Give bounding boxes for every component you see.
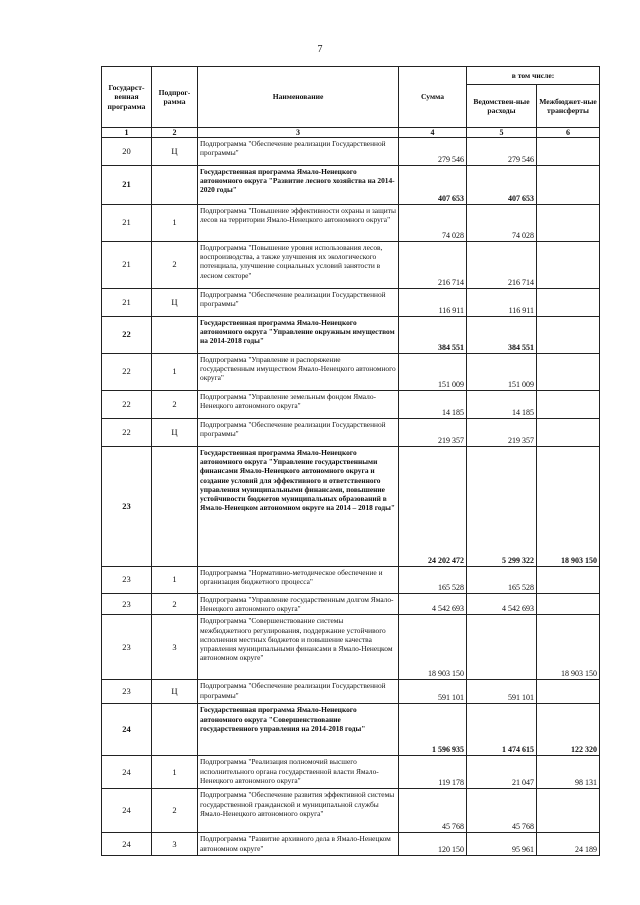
program-number-cell: 20 [102, 138, 152, 166]
name-cell: Государственная программа Ямало-Ненецкого автономного округа "Управление окружным имуществом на 2014-2018 годы" [198, 317, 399, 354]
transfers-cell: 24 189 [537, 833, 600, 856]
index-cell: 3 [198, 128, 399, 138]
name-cell: Подпрограмма "Обеспечение реализации Государственной программы" [198, 419, 399, 447]
table-row [102, 205, 600, 242]
header-including: в том числе: [467, 67, 600, 85]
subprogram-number-cell: 2 [152, 594, 198, 615]
subprogram-number-cell: Ц [152, 138, 198, 166]
sum-cell: 74 028 [399, 205, 467, 242]
program-number-cell: 24 [102, 704, 152, 756]
index-cell: 1 [102, 128, 152, 138]
subprogram-number-cell: 1 [152, 567, 198, 594]
table-row [102, 419, 600, 447]
sum-cell: 591 101 [399, 680, 467, 704]
table-row [102, 138, 600, 166]
program-number-cell: 23 [102, 615, 152, 680]
name-cell: Подпрограмма "Обеспечение реализации Государственной программы" [198, 680, 399, 704]
transfers-cell [537, 354, 600, 391]
name-cell: Подпрограмма "Обеспечение реализации Государственной программы" [198, 138, 399, 166]
sum-cell: 120 150 [399, 833, 467, 856]
table-row [102, 833, 600, 856]
transfers-cell: 18 903 150 [537, 615, 600, 680]
subprogram-number-cell: 1 [152, 205, 198, 242]
sum-cell: 4 542 693 [399, 594, 467, 615]
sum-cell: 384 551 [399, 317, 467, 354]
departmental-cell: 4 542 693 [467, 594, 537, 615]
sum-cell: 45 768 [399, 789, 467, 833]
table-row [102, 354, 600, 391]
transfers-cell [537, 567, 600, 594]
subprogram-number-cell: 2 [152, 789, 198, 833]
program-number-cell: 24 [102, 789, 152, 833]
table-row [102, 594, 600, 615]
departmental-cell: 1 474 615 [467, 704, 537, 756]
subprogram-number-cell [152, 447, 198, 567]
program-number-cell: 23 [102, 447, 152, 567]
name-cell: Подпрограмма "Обеспечение развития эффективной системы государственной гражданской и муниципальной службы Ямало-Ненецкого автономного округа" [198, 789, 399, 833]
index-cell: 5 [467, 128, 537, 138]
sum-cell: 116 911 [399, 289, 467, 317]
table-row [102, 317, 600, 354]
name-cell: Подпрограмма "Управление государственным долгом Ямало-Ненецкого автономного округа" [198, 594, 399, 615]
sum-cell: 18 903 150 [399, 615, 467, 680]
departmental-cell: 219 357 [467, 419, 537, 447]
transfers-cell [537, 242, 600, 289]
subprogram-number-cell: 2 [152, 391, 198, 419]
subprogram-number-cell [152, 317, 198, 354]
program-number-cell: 21 [102, 289, 152, 317]
program-number-cell: 24 [102, 833, 152, 856]
table-row [102, 242, 600, 289]
program-number-cell: 24 [102, 756, 152, 789]
name-cell: Подпрограмма "Развитие архивного дела в Ямало-Ненецком автономном округе" [198, 833, 399, 856]
name-cell: Подпрограмма "Управление земельным фондом Ямало-Ненецкого автономного округа" [198, 391, 399, 419]
program-number-cell: 21 [102, 166, 152, 205]
departmental-cell: 14 185 [467, 391, 537, 419]
program-number-cell: 23 [102, 594, 152, 615]
transfers-cell [537, 680, 600, 704]
column-index-row [102, 128, 600, 138]
program-number-cell: 21 [102, 205, 152, 242]
program-number-cell: 23 [102, 567, 152, 594]
subprogram-number-cell: 3 [152, 833, 198, 856]
subprogram-number-cell: 1 [152, 354, 198, 391]
table-row [102, 166, 600, 205]
table-row [102, 789, 600, 833]
subprogram-number-cell: Ц [152, 680, 198, 704]
transfers-cell [537, 289, 600, 317]
sum-cell: 219 357 [399, 419, 467, 447]
sum-cell: 151 009 [399, 354, 467, 391]
header-transfers: Межбюджет-ные трансферты [537, 85, 600, 128]
table-row [102, 447, 600, 567]
subprogram-number-cell: 3 [152, 615, 198, 680]
index-cell: 2 [152, 128, 198, 138]
subprogram-number-cell [152, 704, 198, 756]
table-row [102, 567, 600, 594]
departmental-cell [467, 615, 537, 680]
budget-table [101, 66, 600, 856]
sum-cell: 119 178 [399, 756, 467, 789]
name-cell: Подпрограмма "Повышение уровня использования лесов, воспроизводства, а также улучшения их экологического потенциала, улучшение социальных условий занятости в лесном секторе" [198, 242, 399, 289]
program-number-cell: 22 [102, 317, 152, 354]
header-subprogram: Подпрог-рамма [152, 67, 198, 128]
sum-cell: 1 596 935 [399, 704, 467, 756]
sum-cell: 407 653 [399, 166, 467, 205]
index-cell: 6 [537, 128, 600, 138]
departmental-cell: 384 551 [467, 317, 537, 354]
table-row [102, 615, 600, 680]
departmental-cell: 216 714 [467, 242, 537, 289]
transfers-cell [537, 391, 600, 419]
transfers-cell [537, 205, 600, 242]
program-number-cell: 22 [102, 391, 152, 419]
transfers-cell [537, 419, 600, 447]
page-number: 7 [317, 44, 323, 55]
subprogram-number-cell: Ц [152, 289, 198, 317]
transfers-cell [537, 138, 600, 166]
departmental-cell: 165 528 [467, 567, 537, 594]
table-row [102, 391, 600, 419]
subprogram-number-cell: Ц [152, 419, 198, 447]
header-sum: Сумма [399, 67, 467, 128]
departmental-cell: 407 653 [467, 166, 537, 205]
name-cell: Подпрограмма "Нормативно-методическое обеспечение и организация бюджетного процесса" [198, 567, 399, 594]
program-number-cell: 21 [102, 242, 152, 289]
name-cell: Государственная программа Ямало-Ненецкого автономного округа "Совершенствование государственного управления на 2014-2018 годы" [198, 704, 399, 756]
subprogram-number-cell: 1 [152, 756, 198, 789]
departmental-cell: 74 028 [467, 205, 537, 242]
program-number-cell: 22 [102, 419, 152, 447]
transfers-cell [537, 789, 600, 833]
transfers-cell: 98 131 [537, 756, 600, 789]
table-row [102, 756, 600, 789]
table-row [102, 289, 600, 317]
header-name: Наименование [198, 67, 399, 128]
name-cell: Государственная программа Ямало-Ненецкого автономного округа "Развитие лесного хозяйства на 2014-2020 годы" [198, 166, 399, 205]
sum-cell: 14 185 [399, 391, 467, 419]
table-row [102, 704, 600, 756]
header-departmental: Ведомствен-ные расходы [467, 85, 537, 128]
departmental-cell: 279 546 [467, 138, 537, 166]
sum-cell: 165 528 [399, 567, 467, 594]
name-cell: Государственная программа Ямало-Ненецкого автономного округа "Управление государственными финансами Ямало-Ненецкого автономного округа и создание условий для эффективного и ответственного управления муниципальными финансами, повышение устойчивости бюджетов муниципальных образований в Ямало-Ненецком автономном округе на 2014 – 2018 годы" [198, 447, 399, 567]
program-number-cell: 23 [102, 680, 152, 704]
departmental-cell: 116 911 [467, 289, 537, 317]
name-cell: Подпрограмма "Обеспечение реализации Государственной программы" [198, 289, 399, 317]
sum-cell: 216 714 [399, 242, 467, 289]
departmental-cell: 5 299 322 [467, 447, 537, 567]
subprogram-number-cell [152, 166, 198, 205]
departmental-cell: 45 768 [467, 789, 537, 833]
transfers-cell [537, 166, 600, 205]
subprogram-number-cell: 2 [152, 242, 198, 289]
transfers-cell [537, 594, 600, 615]
index-cell: 4 [399, 128, 467, 138]
transfers-cell: 18 903 150 [537, 447, 600, 567]
header-program: Государст-венная программа [102, 67, 152, 128]
transfers-cell: 122 320 [537, 704, 600, 756]
name-cell: Подпрограмма "Реализация полномочий высшего исполнительного органа государственной власти Ямало-Ненецкого автономного округа" [198, 756, 399, 789]
table-row [102, 680, 600, 704]
departmental-cell: 21 047 [467, 756, 537, 789]
program-number-cell: 22 [102, 354, 152, 391]
name-cell: Подпрограмма "Повышение эффективности охраны и защиты лесов на территории Ямало-Ненецкого автономного округа" [198, 205, 399, 242]
name-cell: Подпрограмма "Совершенствование системы межбюджетного регулирования, поддержание устойчивого исполнения местных бюджетов и повышение качества управления муниципальными финансами в Ямало-Ненецком автономном округе" [198, 615, 399, 680]
transfers-cell [537, 317, 600, 354]
departmental-cell: 591 101 [467, 680, 537, 704]
name-cell: Подпрограмма "Управление и распоряжение государственным имуществом Ямало-Ненецкого автономного округа" [198, 354, 399, 391]
sum-cell: 24 202 472 [399, 447, 467, 567]
departmental-cell: 95 961 [467, 833, 537, 856]
departmental-cell: 151 009 [467, 354, 537, 391]
sum-cell: 279 546 [399, 138, 467, 166]
